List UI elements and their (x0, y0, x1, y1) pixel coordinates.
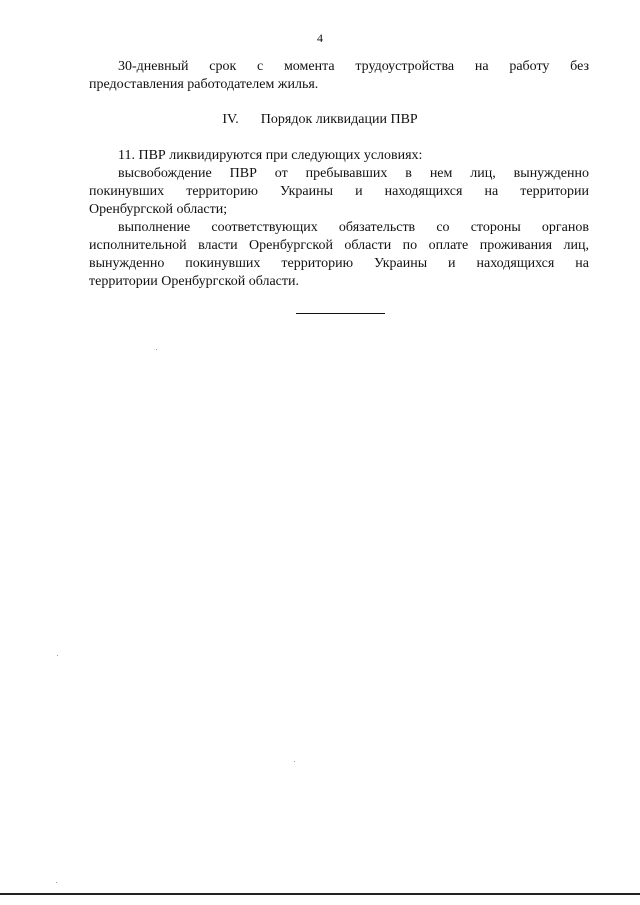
scan-speck (294, 761, 295, 762)
text-line: 30-дневный срок с момента трудоустройства на работу без (118, 59, 589, 74)
end-of-text-rule (296, 313, 385, 314)
scan-edge-line (0, 893, 640, 895)
clause-11 (89, 147, 589, 291)
scan-speck (56, 882, 57, 883)
text-line: выполнение соответствующих обязательств со стороны органов (118, 220, 589, 235)
text-line: исполнительной власти Оренбургской области по оплате проживания лиц, (89, 238, 589, 253)
section-heading (0, 111, 640, 129)
text-line: предоставления работодателем жилья. (89, 77, 319, 92)
clause-intro: 11. ПВР ликвидируются при следующих условиях: (118, 148, 423, 163)
text-line: вынужденно покинувших территорию Украины и находящихся на (89, 256, 589, 271)
scan-speck (156, 349, 157, 350)
text-line: высвобождение ПВР от пребывавших в нем лиц, вынужденно (118, 166, 589, 181)
continuation-paragraph (89, 58, 589, 94)
text-line: территории Оренбургской области. (89, 274, 299, 289)
text-line: Оренбургской области; (89, 202, 228, 217)
section-title: Порядок ликвидации ПВР (260, 112, 418, 127)
section-number: IV. (222, 112, 239, 127)
scan-speck (57, 655, 58, 656)
page-number: 4 (317, 31, 323, 45)
text-line: покинувших территорию Украины и находящихся на территории (89, 184, 589, 199)
